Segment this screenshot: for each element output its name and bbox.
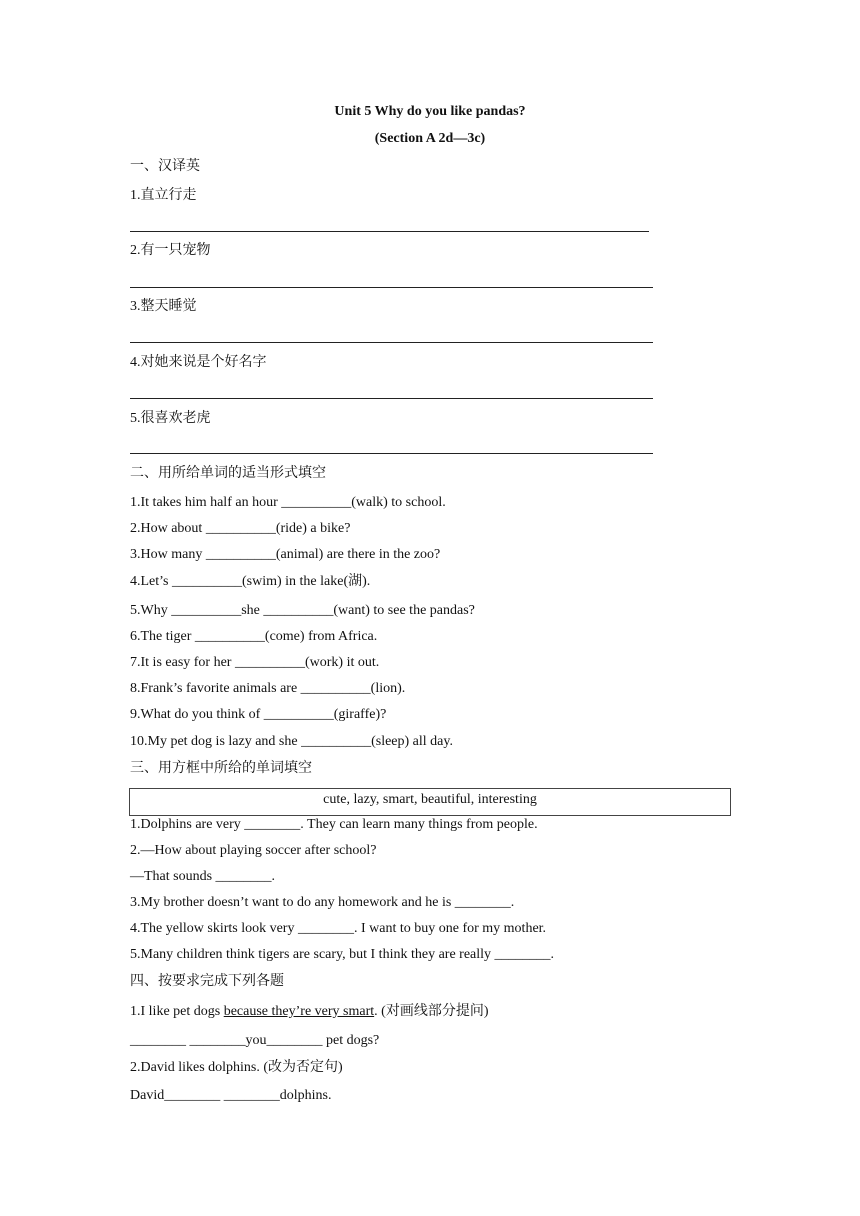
- question-instruction: . (对画线部分提问): [374, 1004, 489, 1019]
- rewrite-question-2: 2.David likes dolphins. (改为否定句): [130, 1060, 343, 1075]
- translation-item: 5.很喜欢老虎: [130, 411, 211, 426]
- rewrite-question-1: [130, 1003, 488, 1021]
- fill-blank-item: 4.Let’s __________(swim) in the lake(湖).: [130, 574, 371, 589]
- word-box: cute, lazy, smart, beautiful, interesting: [129, 788, 731, 816]
- translation-item: 3.整天睡觉: [130, 299, 197, 314]
- section-heading-1: 一、汉译英: [130, 159, 200, 174]
- rewrite-answer-1: ________ ________you________ pet dogs?: [130, 1033, 380, 1048]
- translation-item: 2.有一只宠物: [130, 243, 211, 258]
- word-fill-item: 4.The yellow skirts look very ________. I want to buy one for my mother.: [130, 921, 547, 936]
- fill-blank-item: 6.The tiger __________(come) from Africa.: [130, 629, 378, 644]
- fill-blank-item: 8.Frank’s favorite animals are __________(lion).: [130, 681, 406, 696]
- word-fill-item: 1.Dolphins are very ________. They can learn many things from people.: [130, 817, 538, 832]
- translation-item: 1.直立行走: [130, 188, 197, 203]
- fill-blank-item: 3.How many __________(animal) are there in the zoo?: [130, 547, 441, 562]
- section-heading-3: 三、用方框中所给的单词填空: [130, 761, 312, 776]
- page-subtitle: (Section A 2d—3c): [374, 131, 486, 146]
- rewrite-answer-2: David________ ________dolphins.: [130, 1088, 332, 1103]
- question-text: 1.I like pet dogs: [130, 1004, 224, 1019]
- fill-blank-item: 2.How about __________(ride) a bike?: [130, 521, 351, 536]
- fill-blank-item: 1.It takes him half an hour __________(walk) to school.: [130, 495, 446, 510]
- underlined-phrase: because they’re very smart: [223, 1004, 375, 1019]
- answer-line: [130, 287, 653, 288]
- answer-line: [130, 231, 649, 232]
- fill-blank-item: 9.What do you think of __________(giraffe)?: [130, 707, 387, 722]
- answer-line: [130, 342, 653, 343]
- fill-blank-item: 10.My pet dog is lazy and she __________(sleep) all day.: [130, 734, 453, 749]
- word-fill-item: 3.My brother doesn’t want to do any homework and he is ________.: [130, 895, 515, 910]
- fill-blank-item: 7.It is easy for her __________(work) it out.: [130, 655, 380, 670]
- word-fill-item: 5.Many children think tigers are scary, but I think they are really ________.: [130, 947, 555, 962]
- answer-line: [130, 453, 653, 454]
- word-fill-item: —That sounds ________.: [130, 869, 276, 884]
- fill-blank-item: 5.Why __________she __________(want) to see the pandas?: [130, 603, 475, 618]
- word-fill-item: 2.—How about playing soccer after school?: [130, 843, 377, 858]
- section-heading-2: 二、用所给单词的适当形式填空: [130, 466, 326, 481]
- translation-item: 4.对她来说是个好名字: [130, 355, 267, 370]
- section-heading-4: 四、按要求完成下列各题: [130, 974, 284, 989]
- page-title: Unit 5 Why do you like pandas?: [334, 104, 526, 119]
- answer-line: [130, 398, 653, 399]
